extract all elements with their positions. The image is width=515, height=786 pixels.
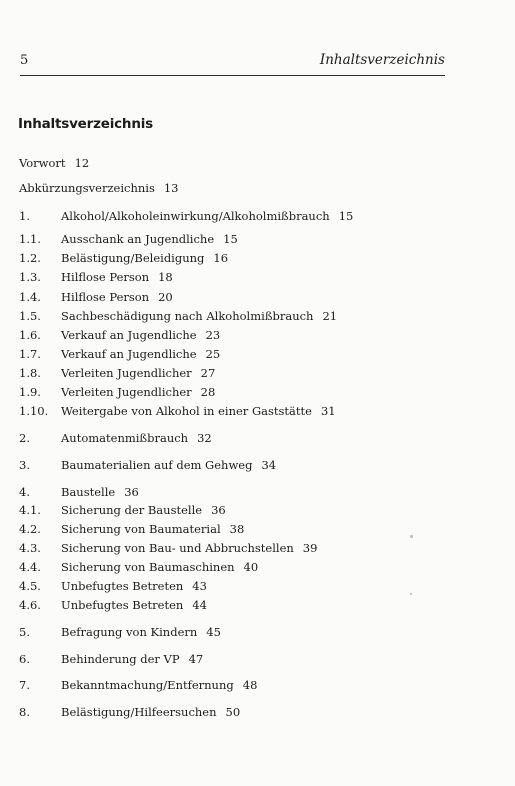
toc-entry-number: 1.3. <box>19 270 41 284</box>
toc-entry-text <box>61 485 139 499</box>
toc-entry-text <box>61 366 215 380</box>
toc-entry-page: 34 <box>261 458 277 472</box>
toc-entry-title: Baumaterialien auf dem Gehweg <box>61 458 253 472</box>
toc-entry-number: 4. <box>19 485 30 499</box>
toc-entry-number: 1. <box>19 209 30 223</box>
toc-entry-title: Verkauf an Jugendliche <box>61 347 197 361</box>
toc-entry-title: Unbefugtes Betreten <box>61 598 184 612</box>
toc-entry-page: 50 <box>225 705 241 719</box>
section-heading: Inhaltsverzeichnis <box>18 116 154 132</box>
toc-entry-number: 1.4. <box>19 290 41 304</box>
toc-entry-title: Weitergabe von Alkohol in einer Gaststätte <box>61 404 312 418</box>
toc-entry-text <box>61 309 337 323</box>
toc-entry-number: 6. <box>19 652 30 666</box>
toc-entry-text <box>61 560 258 574</box>
toc-entry-title: Sicherung von Baumaterial <box>61 522 221 536</box>
toc-entry-text <box>61 347 220 361</box>
toc-entry-title: Sicherung von Bau- und Abbruchstellen <box>61 541 294 555</box>
toc-entry-number: 4.4. <box>19 560 41 574</box>
toc-entry-page: 39 <box>302 541 318 555</box>
toc-entry-title: Verleiten Jugendlicher <box>61 366 192 380</box>
toc-entry-number: 7. <box>19 678 30 692</box>
toc-entry-number: 1.8. <box>19 366 41 380</box>
toc-entry-title: Belästigung/Beleidigung <box>61 251 205 265</box>
toc-entry-text <box>61 404 336 418</box>
scan-speck <box>410 535 413 538</box>
toc-entry-number: 1.2. <box>19 251 41 265</box>
toc-entry-text <box>61 705 240 719</box>
toc-entry-number: 1.1. <box>19 232 41 246</box>
toc-entry-title: Alkohol/Alkoholeinwirkung/Alkoholmißbrauch <box>61 209 330 223</box>
toc-entry-number: 4.1. <box>19 503 41 517</box>
toc-entry-text <box>61 270 173 284</box>
toc-entry-page: 27 <box>200 366 216 380</box>
toc-entry-page: 20 <box>158 290 173 304</box>
toc-entry-text <box>61 503 226 517</box>
toc-entry-text <box>61 385 215 399</box>
toc-entry-number: 1.5. <box>19 309 41 323</box>
toc-entry-number: 4.6. <box>19 598 41 612</box>
toc-entry-title: Verkauf an Jugendliche <box>61 328 197 342</box>
toc-entry-text <box>61 522 244 536</box>
toc-entry-page: 36 <box>211 503 226 517</box>
toc-entry-number: 5. <box>19 625 30 639</box>
toc-entry-title: Baustelle <box>61 485 116 499</box>
toc-entry-page: 40 <box>243 560 259 574</box>
page-number: 5 <box>20 53 29 68</box>
toc-entry-text <box>61 598 207 612</box>
toc-entry-number: 1.9. <box>19 385 41 399</box>
toc-entry-page: 28 <box>200 385 216 399</box>
toc-entry <box>19 156 89 170</box>
toc-entry-text <box>61 678 257 692</box>
toc-entry-text <box>19 156 89 170</box>
toc-entry-title: Automatenmißbrauch <box>61 431 189 445</box>
running-title: Inhaltsverzeichnis <box>319 52 445 68</box>
toc-entry-title: Belästigung/Hilfeersuchen <box>61 705 217 719</box>
toc-entry-text <box>61 232 238 246</box>
toc-entry-page: 16 <box>213 251 229 265</box>
toc-entry-text <box>61 652 203 666</box>
toc-entry-number: 8. <box>19 705 30 719</box>
toc-entry-title: Ausschank an Jugendliche <box>61 232 215 246</box>
toc-entry-text <box>61 290 173 304</box>
toc-entry-title: Abkürzungsverzeichnis <box>19 181 155 195</box>
toc-entry-page: 48 <box>242 678 258 692</box>
toc-entry-page: 23 <box>205 328 221 342</box>
toc-entry <box>19 181 179 195</box>
toc-entry-text <box>61 541 317 555</box>
toc-entry-page: 21 <box>322 309 338 323</box>
toc-entry-title: Sachbeschädigung nach Alkoholmißbrauch <box>61 309 314 323</box>
toc-entry-text <box>61 625 221 639</box>
toc-entry-page: 36 <box>124 485 139 499</box>
toc-entry-page: 15 <box>338 209 354 223</box>
toc-entry-page: 31 <box>320 404 336 418</box>
toc-entry-title: Sicherung der Baustelle <box>61 503 203 517</box>
toc-entry-page: 13 <box>163 181 179 195</box>
toc-entry-title: Vorwort <box>19 156 66 170</box>
toc-entry-page: 12 <box>74 156 90 170</box>
toc-entry-text <box>61 458 276 472</box>
toc-entry-page: 18 <box>158 270 173 284</box>
toc-entry-page: 25 <box>205 347 221 361</box>
toc-entry-number: 4.5. <box>19 579 41 593</box>
toc-entry-number: 2. <box>19 431 30 445</box>
toc-entry-text <box>61 328 220 342</box>
toc-entry-title: Hilflose Person <box>61 290 150 304</box>
toc-entry-page: 43 <box>192 579 207 593</box>
toc-entry-title: Verleiten Jugendlicher <box>61 385 192 399</box>
toc-entry-title: Befragung von Kindern <box>61 625 198 639</box>
toc-entry-page: 15 <box>223 232 238 246</box>
toc-entry-page: 45 <box>206 625 221 639</box>
toc-entry-page: 47 <box>188 652 204 666</box>
toc-entry-text <box>19 181 179 195</box>
toc-entry-text <box>61 251 228 265</box>
toc-entry-title: Bekanntmachung/Entfernung <box>61 678 234 692</box>
toc-entry-text <box>61 431 212 445</box>
toc-entry-number: 4.3. <box>19 541 41 555</box>
toc-entry-number: 1.7. <box>19 347 41 361</box>
toc-entry-number: 1.10. <box>19 404 49 418</box>
toc-entry-number: 4.2. <box>19 522 41 536</box>
toc-entry-text <box>61 209 353 223</box>
toc-entry-page: 38 <box>229 522 245 536</box>
toc-entry-number: 1.6. <box>19 328 41 342</box>
toc-entry-title: Sicherung von Baumaschinen <box>61 560 235 574</box>
toc-entry-page: 32 <box>197 431 212 445</box>
toc-entry-title: Unbefugtes Betreten <box>61 579 184 593</box>
toc-entry-title: Hilflose Person <box>61 270 150 284</box>
toc-entry-page: 44 <box>192 598 207 612</box>
scan-speck <box>410 593 412 595</box>
toc-entry-text <box>61 579 207 593</box>
toc-entry-number: 3. <box>19 458 30 472</box>
toc-entry-title: Behinderung der VP <box>61 652 180 666</box>
